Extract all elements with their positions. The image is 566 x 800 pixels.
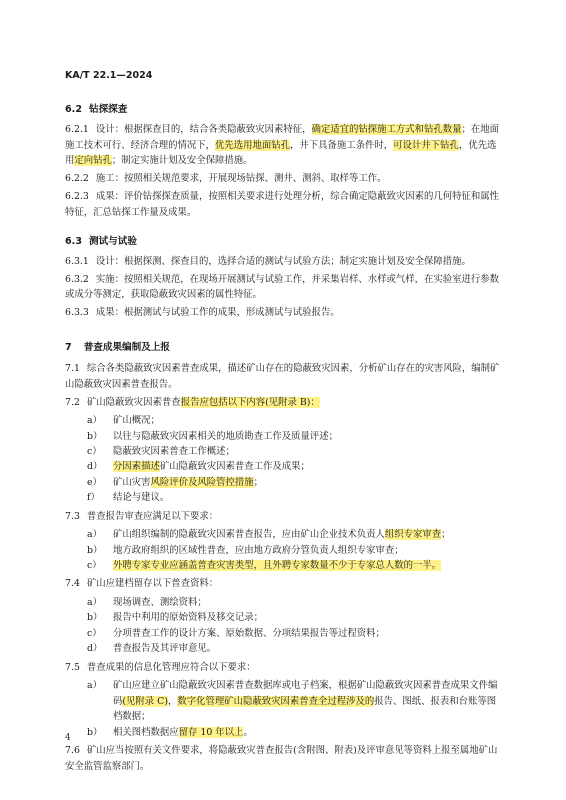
clause-text: 普查成果的信息化管理应符合以下要求： <box>86 661 256 673</box>
clause-text: 施工：按照相关规范要求，开展现场钻探、测井、测斜、取样等工作。 <box>95 173 387 185</box>
text-run: ，井下具备施工条件时， <box>290 139 394 151</box>
section-number: 6.3 <box>65 235 82 247</box>
text-run: ；制定实施计划及安全保障措施。 <box>111 155 253 167</box>
text-run: 设计：根据探查目的，结合各类隐蔽致灾因素特征， <box>95 124 312 135</box>
list-item <box>65 558 501 573</box>
list-marker: e） <box>87 476 102 488</box>
list-text: 普查报告及其评审意见。 <box>113 643 217 655</box>
clause-6-3-2 <box>65 272 501 303</box>
list-item <box>65 444 501 459</box>
text-run: ，优先选用 <box>65 139 497 167</box>
text-run: 矿山隐蔽致灾因素普查 <box>86 396 181 408</box>
list-item <box>65 459 501 474</box>
highlighted-text: 定向钻孔 <box>74 155 112 167</box>
section-title: 普查成果编制及上报 <box>83 341 171 353</box>
text-run: 矿山概况； <box>113 415 160 427</box>
list-item <box>65 527 501 542</box>
page-number: 4 <box>65 733 71 743</box>
clause-7-2 <box>65 395 501 411</box>
text-run: ； <box>253 476 264 488</box>
highlighted-text: 报告应包括以下内容(见附录 B)： <box>180 396 320 408</box>
list-7-5 <box>65 678 501 740</box>
clause-7-6 <box>65 743 501 774</box>
list-7-4 <box>65 595 501 657</box>
clause-number: 6.3.2 <box>65 273 89 285</box>
text-run: 相关图档数据应 <box>113 726 179 738</box>
list-7-3 <box>65 527 501 573</box>
section-title: 测试与试验 <box>89 235 137 247</box>
text-run: 隐蔽致灾因素普查工作概述； <box>113 446 235 458</box>
text-run: 报告、图纸、报表和台账等图档数据； <box>113 695 497 723</box>
text-run: 矿山隐蔽致灾因素普查工作及成果； <box>159 461 310 473</box>
clause-number: 7.4 <box>65 578 80 590</box>
text-run: 矿山应建立矿山隐蔽致灾因素普查数据库或电子档案，根据矿山隐蔽致灾因素普查成果文件编码 <box>113 680 498 707</box>
list-marker: a） <box>87 597 102 609</box>
list-marker: f） <box>87 492 100 504</box>
clause-6-2-2 <box>65 171 501 187</box>
section-number: 6.2 <box>65 104 82 115</box>
list-item <box>65 678 501 724</box>
clause-number: 6.3.3 <box>65 307 89 319</box>
document-code-header: KA/T 22.1—2024 <box>65 70 153 81</box>
list-7-2 <box>65 413 501 505</box>
list-marker: a） <box>87 680 102 692</box>
list-text: 分项普查工作的设计方案、原始数据、分项结果报告等过程资料； <box>113 627 385 639</box>
clause-text: 设计：根据探测、探查目的，选择合适的测试与试验方法；制定实施计划及安全保障措施。 <box>95 255 471 267</box>
highlighted-text: 分因素描述 <box>113 461 160 473</box>
clause-number: 7.5 <box>65 661 80 673</box>
document-body <box>65 95 501 774</box>
section-title: 钻探探查 <box>89 104 128 115</box>
clause-6-2-3 <box>65 189 501 220</box>
list-item <box>65 595 501 610</box>
clause-text: 综合各类隐蔽致灾因素普查成果，描述矿山存在的隐蔽致灾因素，分析矿山存在的灾害风险，编制矿山隐蔽致灾因素普查报告。 <box>65 362 500 390</box>
highlighted-text: 数字化管理矿山隐蔽致灾因素普查全过程涉及的 <box>177 695 375 707</box>
list-marker: d） <box>87 461 103 473</box>
clause-number: 6.2.2 <box>65 173 89 185</box>
list-item <box>65 610 501 625</box>
clause-number: 6.2.3 <box>65 191 89 203</box>
list-marker: b） <box>87 430 103 442</box>
text-run: ； <box>441 529 451 541</box>
list-item <box>65 475 501 490</box>
list-item <box>65 725 501 740</box>
text-run: ；在地面施工技术可行、经济合理的情况下， <box>65 124 500 151</box>
clause-7-1 <box>65 361 501 392</box>
text-run: 。 <box>243 726 253 738</box>
highlighted-text: 风险评价及风险管控措施 <box>150 476 254 488</box>
clause-text: 成果：根据测试与试验工作的成果，形成测试与试验报告。 <box>95 307 340 319</box>
clause-7-4 <box>65 576 501 592</box>
list-item <box>65 641 501 656</box>
list-marker: c） <box>87 560 102 572</box>
clause-text: 矿山应建档留存以下普查资料： <box>86 578 219 590</box>
list-text: 报告中利用的原始资料及移交记录； <box>113 612 264 624</box>
text-run: 以往与隐蔽致灾因素相关的地质勘查工作及质量评述； <box>113 430 339 442</box>
highlighted-text: 可设计井下钻孔 <box>393 139 459 151</box>
list-marker: b） <box>87 612 103 624</box>
text-run: 矿山组织编制的隐蔽致灾因素普查报告，应由矿山企业技术负责人 <box>113 529 385 541</box>
section-number: 7 <box>65 341 72 353</box>
list-text: 现场调查、测绘资料； <box>113 597 207 609</box>
section-heading-7 <box>65 339 501 353</box>
clause-text: 普查报告审查应满足以下要求： <box>86 510 219 522</box>
list-marker: a） <box>87 415 102 427</box>
clause-6-3-1 <box>65 254 501 270</box>
list-item <box>65 626 501 641</box>
section-heading-6-2 <box>65 101 501 115</box>
highlighted-text: 优先选用地面钻孔 <box>215 139 291 151</box>
clause-number: 7.3 <box>65 510 80 522</box>
clause-6-2-1 <box>65 122 501 169</box>
clause-6-3-3 <box>65 305 501 321</box>
list-marker: d） <box>87 643 103 655</box>
list-marker: b） <box>87 544 103 556</box>
text-run: 地方政府组织的区域性普查，应由地方政府分管负责人组织专家审查； <box>113 544 404 556</box>
clause-number: 6.2.1 <box>65 124 89 135</box>
list-marker: c） <box>87 627 102 639</box>
text-run: ， <box>167 695 178 707</box>
list-marker: a） <box>87 529 102 541</box>
clause-text: 成果：评价钻探探查质量，按照相关要求进行处理分析，综合确定隐蔽致灾因素的几何特征和属性特征，汇总钻探工作量及成果。 <box>65 191 499 218</box>
clause-7-5 <box>65 660 501 676</box>
list-item <box>65 543 501 558</box>
section-heading-6-3 <box>65 233 501 247</box>
text-run: 结论与建议。 <box>113 492 170 504</box>
clause-number: 7.6 <box>65 744 80 756</box>
list-item <box>65 429 501 444</box>
highlighted-text: 留存 10 年以上 <box>178 726 244 738</box>
text-run: 矿山灾害 <box>113 476 151 488</box>
list-marker: c） <box>87 446 102 458</box>
highlighted-text: 组织专家审查 <box>384 529 442 541</box>
clause-text: 矿山应当按照有关文件要求，将隐蔽致灾普查报告(含附图、附表)及评审意见等资料上报至属地矿山安全监管监察部门。 <box>65 744 498 772</box>
clause-number: 7.1 <box>65 362 80 374</box>
clause-7-3 <box>65 509 501 525</box>
list-item <box>65 413 501 428</box>
list-item <box>65 490 501 505</box>
highlighted-text: 确定适宜的钻探施工方式和钻孔数量 <box>311 124 462 135</box>
clause-number: 6.3.1 <box>65 255 89 267</box>
clause-text: 实施：按照相关规范，在现场开展测试与试验工作，并采集岩样、水样或气样，在实验室进行参数或成分等测定，获取隐蔽致灾因素的属性特征。 <box>65 273 499 301</box>
highlighted-text: 外聘专家专业应涵盖普查灾害类型，且外聘专家数量不少于专家总人数的一半。 <box>113 560 442 572</box>
clause-number: 7.2 <box>65 396 80 408</box>
list-marker: b） <box>87 726 103 738</box>
highlighted-text: (见附录 C) <box>122 695 168 707</box>
